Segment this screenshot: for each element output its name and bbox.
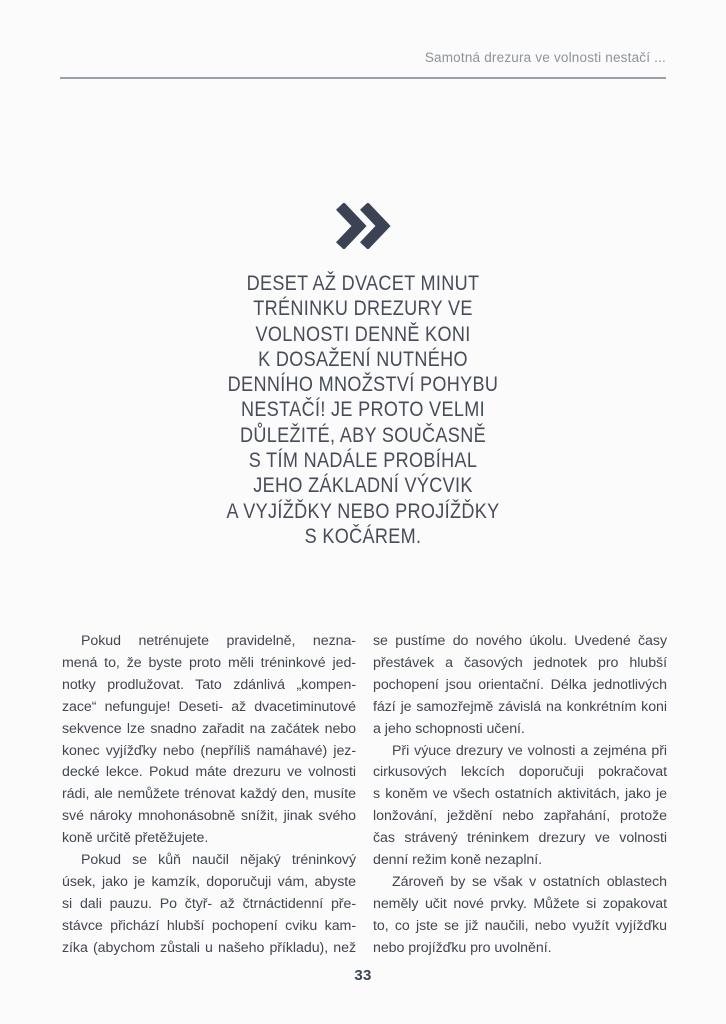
body-line: Zároveň by se však v ostatních oblastech — [392, 873, 667, 890]
paragraph — [373, 631, 667, 741]
body-line: notky prodlužovat. Tato zdánlivá „kompen- — [62, 676, 356, 693]
quote-line: S TÍM NADÁLE PROBÍHAL — [248, 448, 478, 473]
page-number: 33 — [354, 967, 372, 984]
paragraph — [373, 741, 667, 872]
body-line: přestávek a časových jednotek pro hlubší — [373, 654, 667, 671]
body-line: rádi, ale nemůžete trénovat každý den, musíte — [62, 786, 356, 803]
quote-lines — [0, 271, 726, 549]
body-line: cirkusových lekcích doporučuji pokračovat — [373, 764, 667, 781]
body-line: si dali pauzu. Po čtyř- až čtrnáctidenní pře- — [62, 895, 356, 912]
paragraph — [373, 872, 667, 960]
quote-line: TRÉNINKU DREZURY VE — [253, 296, 473, 321]
body-line: sekvence lze snadno zařadit na začátek nebo — [62, 720, 356, 737]
quote-line: S KOČÁREM. — [304, 523, 422, 548]
body-line: s koněm ve všech ostatních aktivitách, jako je — [373, 786, 667, 803]
body-line: Při výuce drezury ve volnosti a zejména při — [392, 742, 667, 759]
running-header: Samotná drezura ve volnosti nestačí ... — [424, 50, 666, 65]
body-line: Pokud netrénujete pravidelně, nezna- — [81, 633, 356, 649]
double-chevron-right-icon — [334, 203, 392, 254]
body-line: konec vyjížďky nebo (nepříliš namáhavé) jez- — [62, 742, 356, 759]
body-line: denní režim koně nezaplní. — [373, 852, 543, 869]
quote-line: NESTAČÍ! JE PROTO VELMI — [241, 397, 485, 422]
left-column — [62, 631, 356, 960]
body-line: fází je samozřejmě závislá na konkrétním koni — [373, 698, 667, 715]
body-line: se pustíme do nového úkolu. Uvedené časy — [373, 633, 667, 649]
body-line: lonžování, ježdění nebo zapřahání, protože — [373, 808, 667, 825]
body-line: neměly učit nové prvky. Můžete si zopakovat — [373, 895, 667, 912]
quote-line: DENNÍHO MNOŽSTVÍ POHYBU — [227, 372, 499, 397]
body-text — [62, 631, 667, 960]
body-line: zace“ nefunguje! Deseti- až dvacetiminutové — [62, 698, 356, 715]
body-line: pochopení jsou orientační. Délka jednotlivých — [373, 676, 667, 693]
body-line: úsek, jako je kamzík, doporučuji vám, abyste — [62, 873, 356, 890]
body-line: koně určitě přetěžujete. — [62, 830, 209, 847]
quote-line: K DOSAŽENÍ NUTNÉHO — [258, 346, 468, 371]
right-column — [373, 631, 667, 960]
quote-line: JEHO ZÁKLADNÍ VÝCVIK — [253, 473, 473, 498]
quote-line: A VYJÍŽĎKY NEBO PROJÍŽĎKY — [226, 498, 500, 523]
header-rule — [60, 77, 666, 79]
body-line: decké lekce. Pokud máte drezuru ve volnosti — [62, 764, 356, 781]
pull-quote — [0, 203, 726, 549]
body-line: Pokud se kůň naučil nějaký tréninkový — [81, 852, 356, 869]
body-line: zíka (abychom zůstali u našeho příkladu), než — [62, 939, 356, 956]
paragraph — [62, 850, 356, 960]
paragraph — [62, 631, 356, 850]
body-line: stávce přichází hlubší pochopení cviku kam- — [62, 917, 356, 934]
body-line: a jeho schopnosti učení. — [373, 720, 525, 737]
quote-line: DŮLEŽITÉ, ABY SOUČASNĚ — [240, 422, 486, 447]
body-line: své nároky mnohonásobně snížit, jinak svého — [62, 808, 356, 825]
body-line: nebo projížďku pro uvolnění. — [373, 939, 552, 956]
body-line: čas strávený tréninkem drezury ve volnosti — [373, 830, 667, 847]
body-line: mená to, že byste proto měli tréninkové jed- — [62, 654, 356, 671]
body-line: to, co jste se již naučili, nebo využít vyjížďku — [373, 917, 667, 934]
quote-line: VOLNOSTI DENNĚ KONI — [255, 321, 471, 346]
quote-line: DESET AŽ DVACET MINUT — [246, 271, 480, 295]
